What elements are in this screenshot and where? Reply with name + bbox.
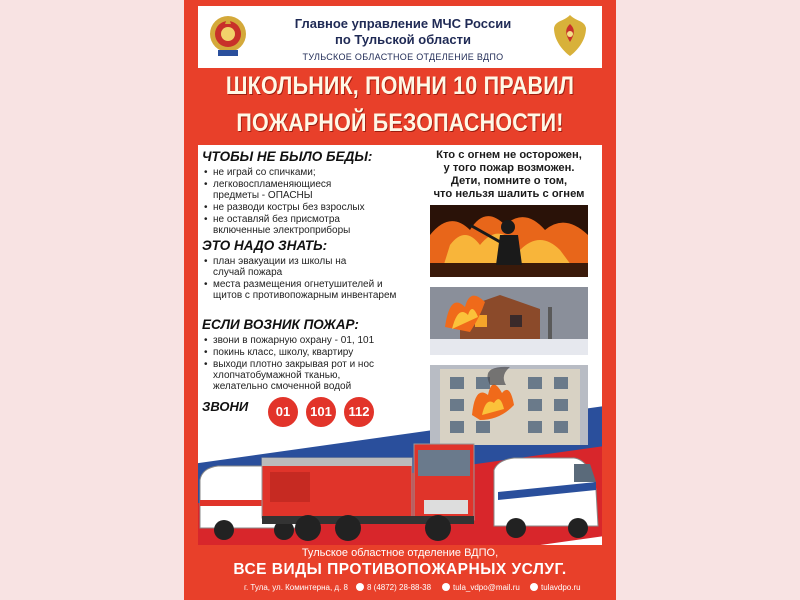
phone-badge-112: 112 (342, 395, 376, 429)
list-item: • покинь класс, школу, квартиру (204, 347, 414, 358)
vdpo-emblem-icon (208, 12, 248, 58)
list-item: • план эвакуации из школы на случай пожара (204, 256, 363, 278)
phone-icon (356, 583, 364, 591)
header-panel (198, 6, 602, 68)
list-item: • не оставляй без присмотра включенные электроприборы (204, 214, 393, 236)
footer-phone-wrap (356, 583, 431, 592)
body-panel (198, 145, 602, 545)
header-subtitle: по Тульской области (335, 32, 471, 47)
call-label: ЗВОНИ (202, 399, 249, 414)
list-item: • выходи плотно закрывая рот и нос хлопчатобумажной тканью, желательно смоченной водой (204, 359, 388, 392)
mchs-emblem-icon (550, 12, 590, 58)
footer-phone: 8 (4872) 28-88-38 (367, 583, 432, 592)
poster (184, 0, 616, 600)
footer-address: г. Тула, ул. Коминтерна, д. 8 (244, 583, 348, 592)
section-heading-if-fire: ЕСЛИ ВОЗНИК ПОЖАР: (202, 317, 359, 332)
police-van-icon (494, 458, 598, 538)
footer-org: Тульское областное отделение ВДПО, (301, 547, 499, 559)
phone-badge-01: 01 (266, 395, 300, 429)
section-heading-must-know: ЭТО НАДО ЗНАТЬ: (202, 238, 328, 253)
web-icon (530, 583, 538, 591)
footer-contacts (244, 583, 604, 595)
rules-list-must-know (204, 256, 414, 302)
footer-email-wrap (442, 583, 520, 592)
burning-house-photo (430, 287, 588, 355)
poster-title-line1: ШКОЛЬНИК, ПОМНИ 10 ПРАВИЛ (225, 72, 575, 100)
header-title: Главное управление МЧС России (294, 16, 512, 31)
firefighter-photo (430, 205, 588, 277)
slogan-line: Кто с огнем не осторожен, (436, 149, 582, 161)
list-item: • не играй со спичками; (204, 167, 414, 178)
fire-safety-slogan (418, 149, 600, 201)
slogan-line: у того пожар возможен. (443, 162, 575, 174)
footer-email: tula_vdpo@mail.ru (453, 583, 520, 592)
list-item: • звони в пожарную охрану - 01, 101 (204, 335, 414, 346)
email-icon (442, 583, 450, 591)
slogan-line: что нельзя шалить с огнем (433, 188, 585, 200)
rules-list-if-fire (204, 335, 414, 393)
list-item: • места размещения огнетушителей и щитов с противопожарным инвентарем (204, 279, 413, 301)
emergency-vehicles-illustration (198, 430, 602, 545)
list-item: • легковоспламеняющиеся предметы - ОПАСНЫ (204, 179, 353, 201)
phone-badge-101: 101 (304, 395, 338, 429)
slogan-line: Дети, помните о том, (450, 175, 568, 187)
poster-title-line2: ПОЖАРНОЙ БЕЗОПАСНОСТИ! (236, 109, 564, 137)
footer-site: tulavdpo.ru (541, 583, 581, 592)
section-heading-no-trouble: ЧТОБЫ НЕ БЫЛО БЕДЫ: (202, 149, 373, 164)
header-org: ТУЛЬСКОЕ ОБЛАСТНОЕ ОТДЕЛЕНИЕ ВДПО (302, 52, 504, 62)
list-item: • не разводи костры без взрослых (204, 202, 414, 213)
footer-site-wrap (530, 583, 581, 592)
rules-list-no-trouble (204, 167, 414, 237)
footer-slogan: ВСЕ ВИДЫ ПРОТИВОПОЖАРНЫХ УСЛУГ. (233, 561, 567, 578)
